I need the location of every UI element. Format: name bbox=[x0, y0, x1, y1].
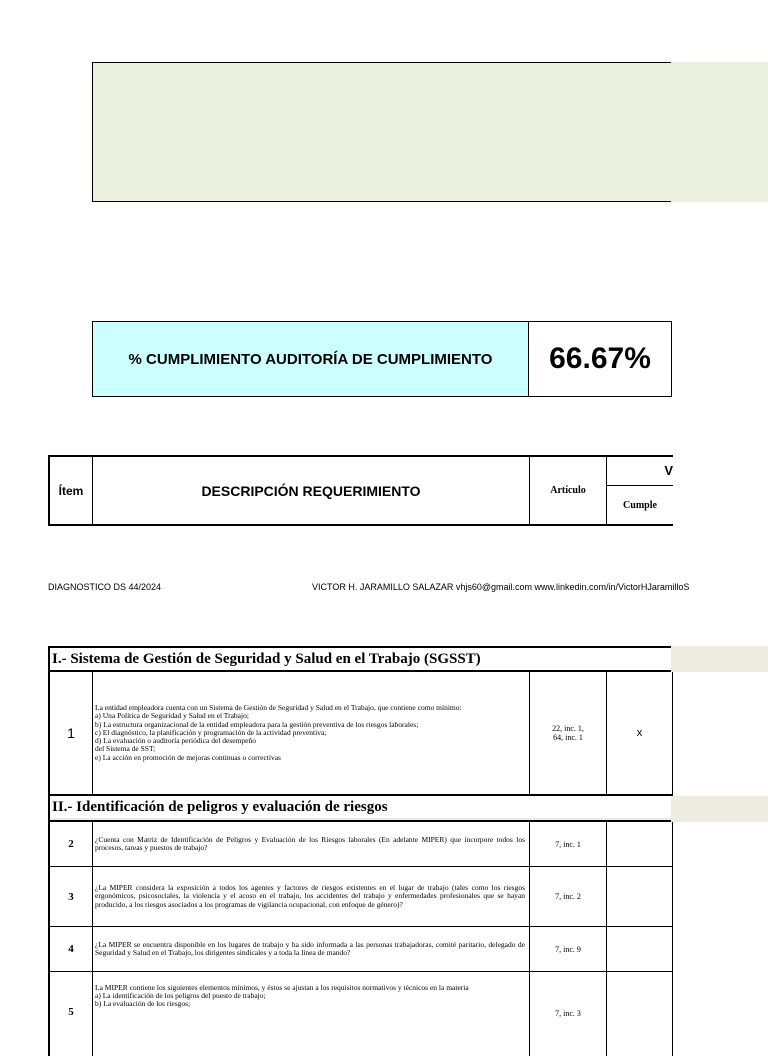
section-title: II.- Identificación de peligros y evaluación de riesgos bbox=[50, 796, 674, 818]
row-number: 3 bbox=[48, 867, 92, 926]
header-complies: Cumple bbox=[623, 499, 657, 511]
document-code: DIAGNOSTICO DS 44/2024 bbox=[48, 582, 162, 592]
row-article: 7, inc. 1 bbox=[529, 822, 606, 866]
header-verification: V bbox=[607, 457, 673, 486]
compliance-score-row bbox=[92, 321, 672, 397]
compliance-score-value: 66.67% bbox=[529, 321, 672, 397]
row-article: 7, inc. 9 bbox=[529, 927, 606, 971]
row-article: 7, inc. 3 bbox=[529, 972, 606, 1056]
row-article: 22, inc. 1, 64, inc. 1 bbox=[529, 672, 606, 794]
header-article: Artículo bbox=[529, 457, 606, 524]
row-description: La entidad empleadora cuenta con un Sistema de Gestión de Seguridad y Salud en el Trabajo, que contiene como mínimo: a) Una Política de Seguridad y Salud en el Trabajo; b) La estructura organizacional de la entidad empleadora para la gestión preventiva de los riesgos laborales; c) El diagnóstico, la planificación y programación de la actividad preventiva; d) La evaluación o auditoría periódica del desempeño del Sistema de SST; e) La acción en promoción de mejoras continuas o correctivas bbox=[92, 672, 529, 794]
section-header bbox=[48, 796, 768, 822]
table-row bbox=[48, 927, 673, 972]
table-row bbox=[48, 972, 673, 1056]
row-description: La MIPER contiene los siguientes elementos mínimos, y éstos se ajustan a los requisitos normativos y técnicos en la materia a) La identificación de los peligros del puesto de trabajo; b) La evaluación de los riesgos; bbox=[92, 972, 529, 1056]
author-credit: VICTOR H. JARAMILLO SALAZAR vhjs60@gmail.com www.linkedin.com/in/VictorHJaramilloS bbox=[312, 582, 690, 592]
table-row bbox=[48, 867, 673, 927]
compliance-score-label: % CUMPLIMIENTO AUDITORÍA DE CUMPLIMIENTO bbox=[92, 321, 529, 397]
row-article: 7, inc. 2 bbox=[529, 867, 606, 926]
header-panel-overflow bbox=[671, 62, 768, 202]
row-complies[interactable]: x bbox=[606, 672, 673, 794]
header-panel bbox=[92, 62, 768, 202]
row-number: 5 bbox=[48, 972, 92, 1056]
table-header bbox=[48, 455, 673, 526]
row-complies[interactable] bbox=[606, 972, 673, 1056]
section-title: I.- Sistema de Gestión de Seguridad y Salud en el Trabajo (SGSST) bbox=[50, 648, 674, 670]
table-row bbox=[48, 672, 673, 796]
row-description: ¿La MIPER considera la exposición a todos los agentes y factores de riesgos existentes en el lugar de trabajo (tales como los riesgos ergonómicos, psicosociales, la violencia y el acoso en el trabajo, los accidentes del trabajo y enfermedades profesionales que se hayan producido, a los riesgos asociados a los programas de vigilancia ocupacional, con enfoque de género)? bbox=[92, 867, 529, 926]
header-verification-group bbox=[606, 457, 673, 524]
section-band bbox=[671, 646, 768, 672]
row-description: ¿Cuenta con Matriz de Identificación de Peligros y Evaluación de los Riesgos laborales (En adelante MIPER) que incorpore todos los procesos, tareas y puestos de trabajo? bbox=[92, 822, 529, 866]
section-band bbox=[671, 796, 768, 822]
row-complies[interactable] bbox=[606, 867, 673, 926]
header-description: DESCRIPCIÓN REQUERIMIENTO bbox=[92, 457, 529, 524]
row-number: 2 bbox=[48, 822, 92, 866]
table-row bbox=[48, 822, 673, 867]
row-description: ¿La MIPER se encuentra disponible en los lugares de trabajo y ha sido informada a las personas trabajadoras, comité paritario, delegado de Seguridad y Salud en el Trabajo, los dirigentes sindicales y a toda la línea de mando? bbox=[92, 927, 529, 971]
row-number: 4 bbox=[48, 927, 92, 971]
row-number: 1 bbox=[48, 672, 92, 794]
header-item: Ítem bbox=[48, 457, 92, 524]
row-complies[interactable] bbox=[606, 822, 673, 866]
row-complies[interactable] bbox=[606, 927, 673, 971]
section-header bbox=[48, 646, 768, 672]
header-panel-edge bbox=[671, 62, 768, 63]
